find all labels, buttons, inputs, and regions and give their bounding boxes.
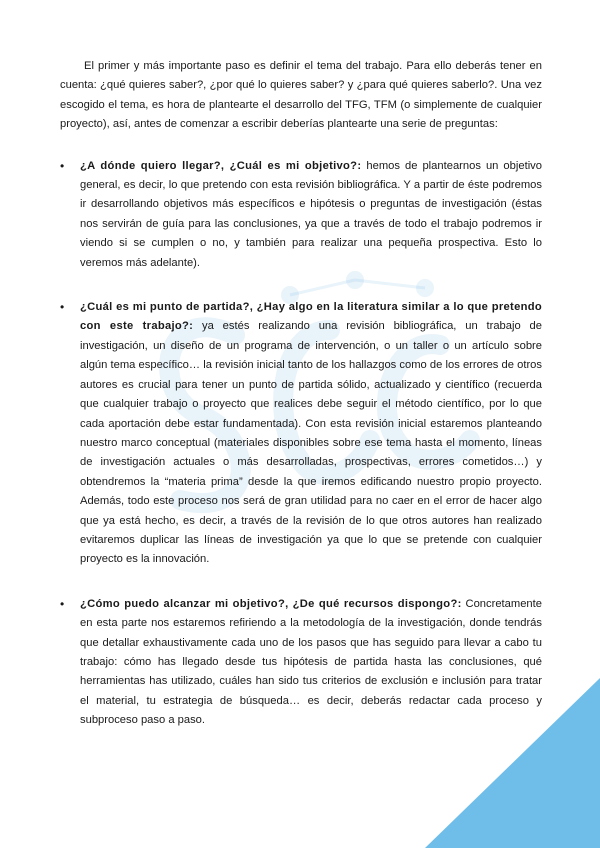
list-item bbox=[60, 298, 542, 570]
question-heading: ¿Cuál es mi punto de partida?, ¿Hay algo en la literatura similar a lo que pretendo con este trabajo?: bbox=[80, 301, 542, 333]
document-body bbox=[60, 57, 542, 756]
answer-text: Concretamente en esta parte nos estaremos refiriendo a la metodología de la investigación, donde tendrás que detallar exhaustivamente cada uno de los pasos que has seguido para llevar a cabo tu trabajo: cómo has llegado desde tus hipótesis de partida hasta las conclusiones, qué herramientas has utilizado, cuáles han sido tus criterios de exclusión e inclusión para tratar el material, tu estrategia de búsqueda… es decir, deberás redactar cada proceso y subproceso paso a paso. bbox=[80, 597, 542, 727]
list-item bbox=[60, 595, 542, 731]
question-heading: ¿Cómo puedo alcanzar mi objetivo?, ¿De qué recursos dispongo?: bbox=[80, 597, 462, 610]
question-heading: ¿A dónde quiero llegar?, ¿Cuál es mi objetivo?: bbox=[80, 159, 362, 172]
answer-text: ya estés realizando una revisión bibliográfica, un trabajo de investigación, un diseño de un programa de intervención, o un taller o un artículo sobre algún tema específico… la revisión inicial tanto de los hallazgos como de los errores de otros autores es crucial para tener un punto de partida sólido, actualizado y científico (recuerda que cualquier trabajo o proyecto que realices debe seguir el método científico, por lo que cada aportación debe estar fundamentada). Con esta revisión inicial estaremos planteando nuestro marco conceptual (materiales disponibles sobre ese tema hasta el momento, líneas de investigación actuales o más desarrolladas, prospectivas, errores cometidos…) y obtendremos la “materia prima” desde la que iremos edificando nuestro propio proyecto. Además, todo este proceso nos será de gran utilidad para no caer en el error de hacer algo que ya está hecho, es decir, a través de la revisión de lo que otros autores han realizado evitaremos duplicar las líneas de investigación ya que lo que se pretende con cualquier proyecto es la innovación. bbox=[80, 320, 542, 566]
list-item bbox=[60, 157, 542, 273]
intro-paragraph: El primer y más importante paso es definir el tema del trabajo. Para ello deberás tener en cuenta: ¿qué quieres saber?, ¿por qué lo quieres saber? y ¿para qué quieres saberlo?. Una vez escogido el tema, es hora de plantearte el desarrollo del TFG, TFM (o simplemente de cualquier proyecto), así, antes de comenzar a escribir deberías plantearte una serie de preguntas: bbox=[60, 60, 542, 131]
questions-list bbox=[60, 157, 542, 731]
answer-text: hemos de plantearnos un objetivo general, es decir, lo que pretendo con esta revisión bibliográfica. Y a partir de éste podremos ir desarrollando objetivos más específicos e hipótesis o preguntas de investigación (éstas nos servirán de guía para las conclusiones, ya que a través de todo el trabajo podremos ir viendo si se cumplen o no, y también para realizar una pequeña prospectiva. Esto lo veremos más adelante). bbox=[80, 159, 542, 269]
